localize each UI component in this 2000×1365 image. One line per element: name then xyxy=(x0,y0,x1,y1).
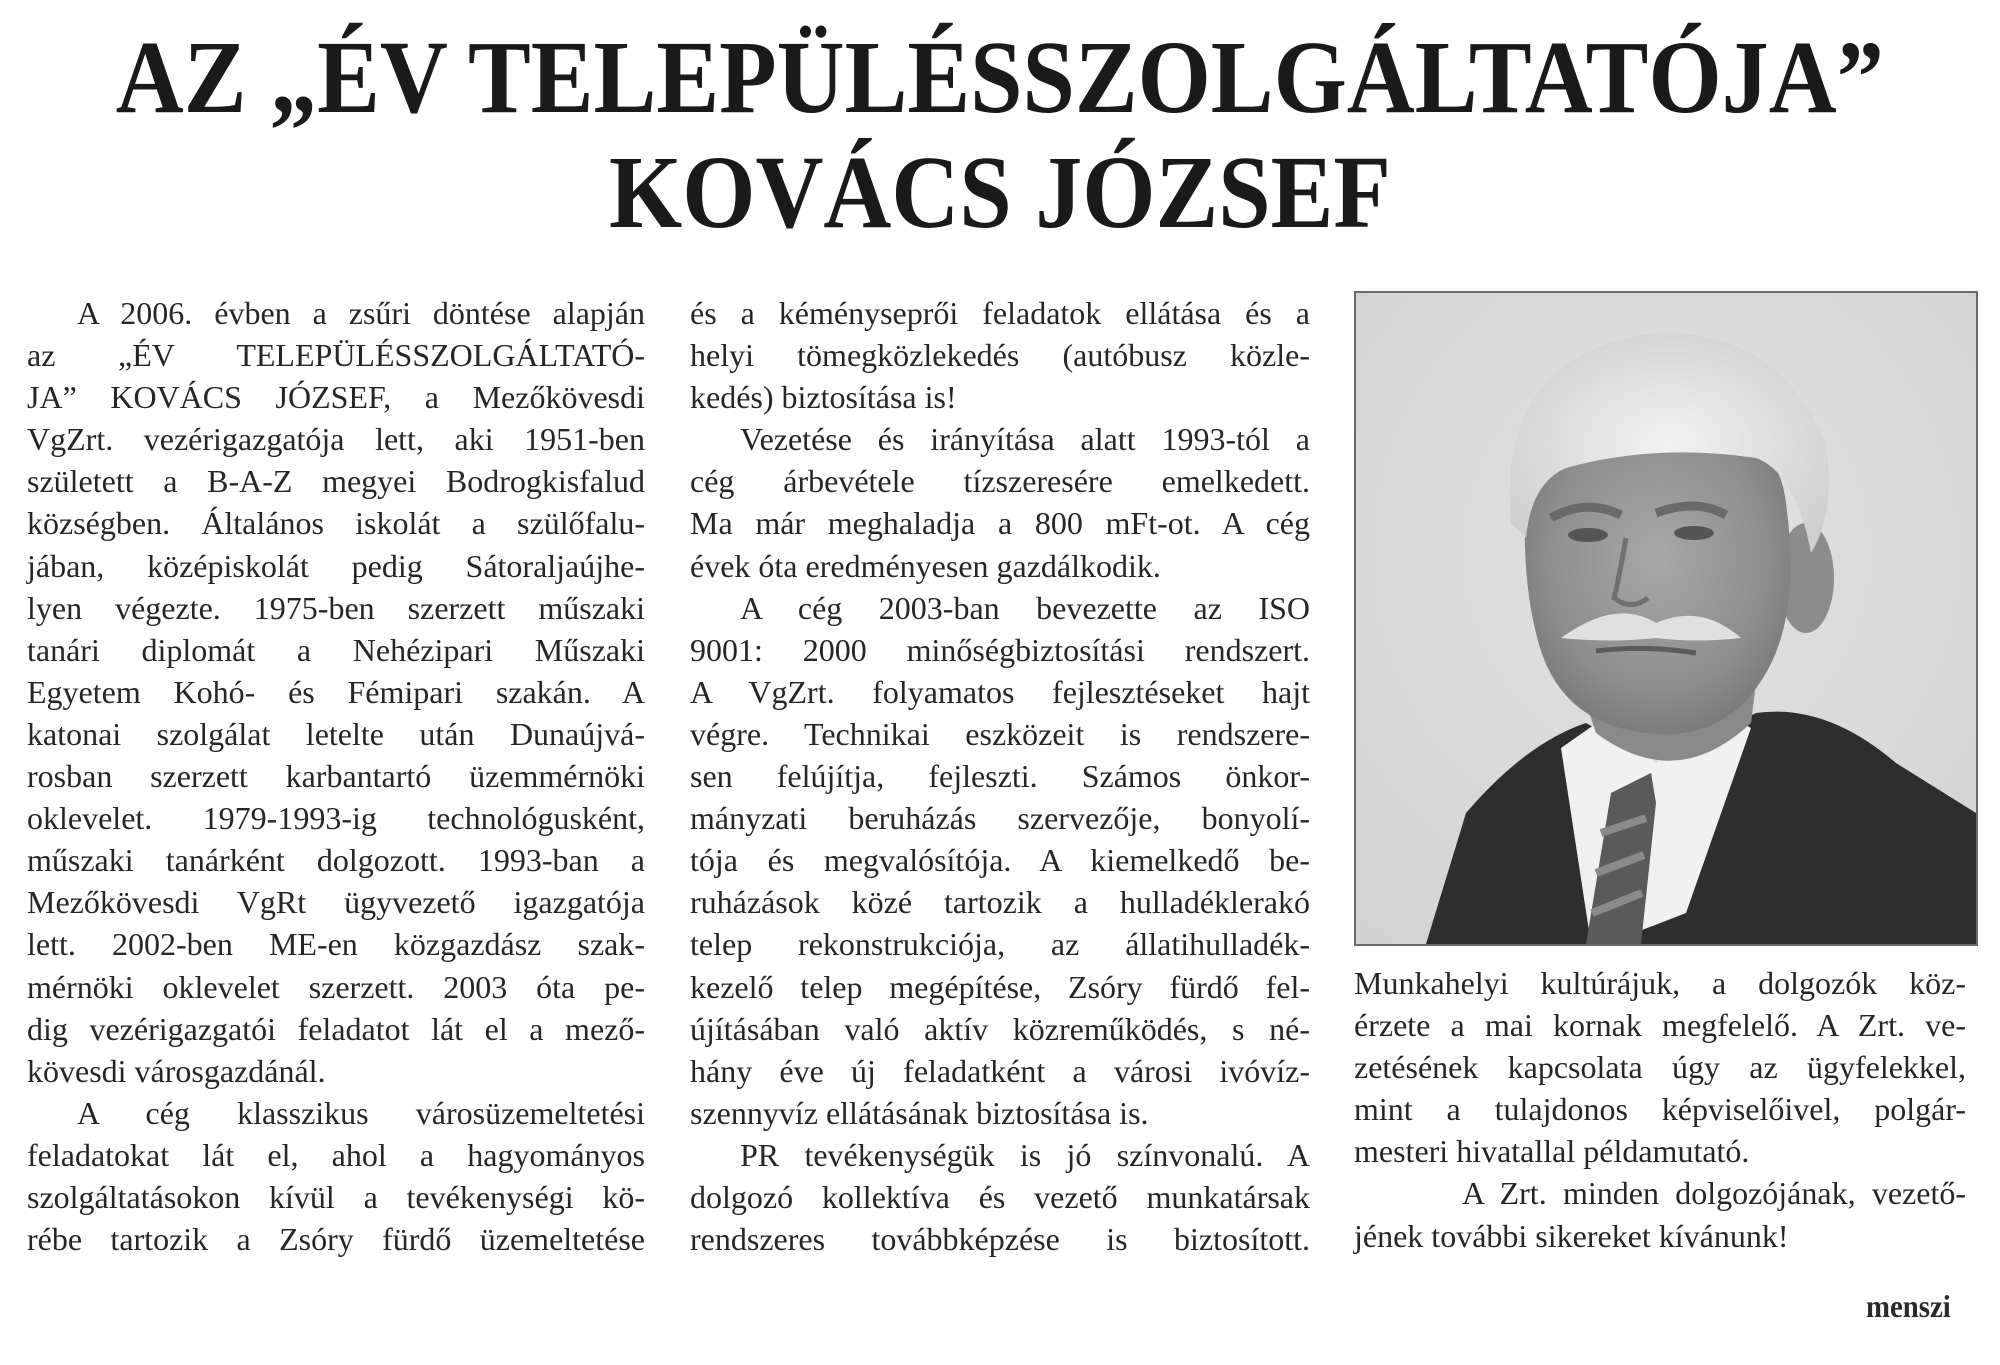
text-line: katonai szolgálat letelte után Dunaújvá- xyxy=(27,715,645,752)
text-line: kedés) biztosítása is! xyxy=(690,379,957,416)
text-line: Ma már meghaladja a 800 mFt-ot. A cég xyxy=(690,505,1310,542)
text-line: JA” KOVÁCS JÓZSEF, a Mezőkövesdi xyxy=(27,379,645,416)
text-line: jének további sikereket kívánunk! xyxy=(1354,1217,1789,1254)
photo-caption xyxy=(1354,962,1966,1257)
text-line: ruházások közé tartozik a hulladéklerakó xyxy=(690,884,1310,921)
text-line: mányzati beruházás szervezője, bonyolí- xyxy=(690,800,1310,837)
text-line: községben. Általános iskolát a szülőfalu- xyxy=(27,505,645,542)
text-line: Egyetem Kohó- és Fémipari szakán. A xyxy=(27,673,645,710)
author-signature: menszi xyxy=(1866,1288,1951,1324)
text-line: mint a tulajdonos képviselőivel, polgár- xyxy=(1354,1091,1966,1128)
article-title-line-1 xyxy=(0,20,2000,135)
text-line: telep rekonstrukciója, az állatihulladék- xyxy=(690,926,1310,963)
text-line: PR tevékenységük is jó színvonalú. A xyxy=(740,1136,1310,1173)
text-line: jában, középiskolát pedig Sátoraljaújhe- xyxy=(27,547,645,584)
text-line: tanári diplomát a Nehézipari Műszaki xyxy=(27,631,645,668)
text-line: A cég 2003-ban bevezette az ISO xyxy=(740,589,1310,626)
text-line: VgZrt. vezérigazgatója lett, aki 1951-ben xyxy=(27,421,645,458)
title-text-1: AZ „ÉV TELEPÜLÉSSZOLGÁLTATÓJA” xyxy=(116,20,1884,135)
text-line: sen felújítja, fejleszti. Számos önkor- xyxy=(690,758,1310,795)
text-line: oklevelet. 1979-1993-ig technológusként, xyxy=(27,800,645,837)
text-line: zetésének kapcsolata úgy az ügyfelekkel, xyxy=(1354,1049,1966,1086)
text-line: évek óta eredményesen gazdálkodik. xyxy=(690,547,1161,584)
text-line: az „ÉV TELEPÜLÉSSZOLGÁLTATÓ- xyxy=(27,337,645,374)
text-line: mesteri hivatallal példamutató. xyxy=(1354,1133,1750,1170)
portrait-image xyxy=(1356,293,1976,944)
article-column-2 xyxy=(690,292,1310,1260)
text-line: szennyvíz ellátásának biztosítása is. xyxy=(690,1094,1149,1131)
text-line: kezelő telep megépítése, Zsóry fürdő fel- xyxy=(690,968,1310,1005)
text-line: A VgZrt. folyamatos fejlesztéseket hajt xyxy=(690,673,1310,710)
text-line: lett. 2002-ben ME-en közgazdász szak- xyxy=(27,926,645,963)
text-line: rendszeres továbbképzése is biztosított. xyxy=(690,1221,1310,1258)
text-line: hány éve új feladatként a városi ivóvíz- xyxy=(690,1052,1310,1089)
text-line: tója és megvalósítója. A kiemelkedő be- xyxy=(690,842,1310,879)
text-line: feladatokat lát el, ahol a hagyományos xyxy=(27,1136,645,1173)
text-line: dig vezérigazgatói feladatot lát el a mező- xyxy=(27,1010,645,1047)
article-title-line-2 xyxy=(0,135,2000,250)
text-line: született a B-A-Z megyei Bodrogkisfalud xyxy=(27,463,645,500)
text-line: mérnöki oklevelet szerzett. 2003 óta pe- xyxy=(27,968,645,1005)
text-line: végre. Technikai eszközeit is rendszere- xyxy=(690,715,1310,752)
text-line: szolgáltatásokon kívül a tevékenységi kö- xyxy=(27,1178,645,1215)
text-line: rosban szerzett karbantartó üzemmérnöki xyxy=(27,758,645,795)
text-line: újításában való aktív közreműködés, s né- xyxy=(690,1010,1310,1047)
text-line: rébe tartozik a Zsóry fürdő üzemeltetése xyxy=(27,1221,645,1258)
text-line: Mezőkövesdi VgRt ügyvezető igazgatója xyxy=(27,884,645,921)
text-line: A cég klasszikus városüzemeltetési xyxy=(77,1094,645,1131)
text-line: cég árbevétele tízszeresére emelkedett. xyxy=(690,463,1310,500)
portrait-photo xyxy=(1354,291,1978,946)
text-line: műszaki tanárként dolgozott. 1993-ban a xyxy=(27,842,645,879)
text-line: és a kéményseprői feladatok ellátása és a xyxy=(690,295,1310,331)
text-line: helyi tömegközlekedés (autóbusz közle- xyxy=(690,337,1310,374)
text-line: Munkahelyi kultúrájuk, a dolgozók köz- xyxy=(1354,965,1966,1001)
text-line: érzete a mai kornak megfelelő. A Zrt. ve- xyxy=(1354,1007,1966,1044)
title-text-2: KOVÁCS JÓZSEF xyxy=(609,135,1391,250)
text-line: A 2006. évben a zsűri döntése alapján xyxy=(77,295,645,331)
text-line: dolgozó kollektíva és vezető munkatársak xyxy=(690,1178,1310,1215)
text-line: lyen végezte. 1975-ben szerzett műszaki xyxy=(27,589,645,626)
article-column-1 xyxy=(27,292,645,1260)
text-line: kövesdi városgazdánál. xyxy=(27,1052,326,1089)
text-line: Vezetése és irányítása alatt 1993-tól a xyxy=(740,421,1310,458)
text-line: 9001: 2000 minőségbiztosítási rendszert. xyxy=(690,631,1310,668)
text-line: A Zrt. minden dolgozójának, vezető- xyxy=(1462,1175,1966,1212)
